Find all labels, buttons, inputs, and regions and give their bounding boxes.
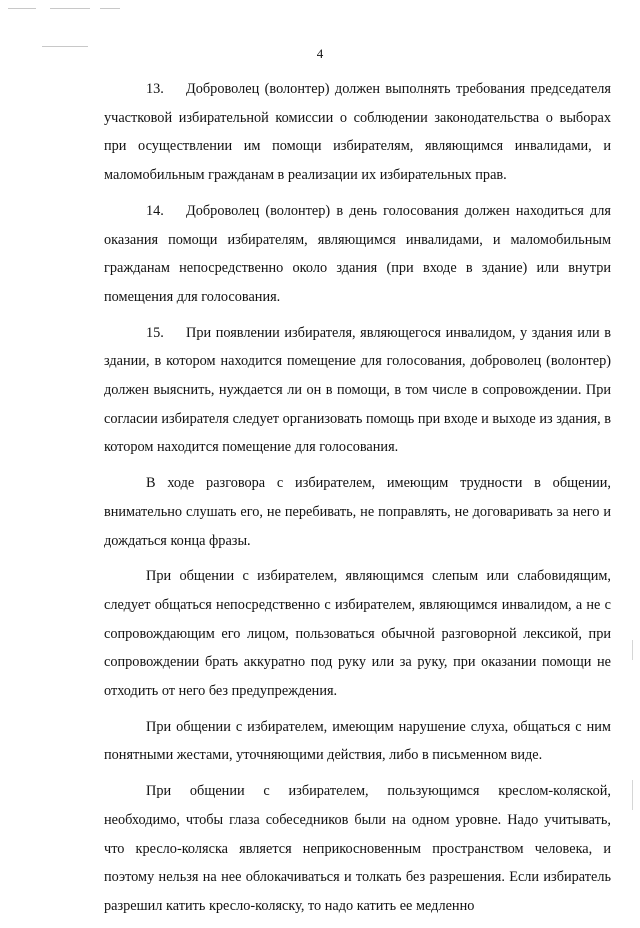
scan-artifact	[632, 780, 633, 810]
paragraph-wheelchair-users	[104, 777, 611, 921]
paragraph-13	[104, 75, 611, 190]
paragraph-number: 13.	[146, 81, 164, 97]
paragraph-text: При появлении избирателя, являющегося инвалидом, у здания или в здании, в котором находится помещение для голосования, доброволец (волонтер) должен выяснить, нуждается ли он в помощи, в том числе в сопровождении. При согласии избирателя следует организовать помощь при входе и выходе из здания, в котором находится помещение для голосования.	[104, 324, 611, 456]
paragraph-15	[104, 319, 611, 463]
scan-artifact	[100, 8, 120, 9]
paragraph-text: При общении с избирателем, имеющим нарушение слуха, общаться с ним понятными жестами, уточняющими действия, либо в письменном виде.	[104, 718, 611, 764]
scan-artifact	[50, 8, 90, 9]
paragraph-number: 14.	[146, 202, 164, 219]
paragraph-text: В ходе разговора с избирателем, имеющим трудности в общении, внимательно слушать его, не перебивать, не поправлять, не договаривать за него и дождаться конца фразы.	[104, 475, 611, 549]
paragraph-text: Доброволец (волонтер) должен выполнять требования председателя участковой избирательной комиссии о соблюдении законодательства о выборах при осуществлении им помощи избирателям, являющимся инвалидами, и маломобильным гражданам в реализации их избирательных прав.	[104, 81, 611, 184]
paragraph-hearing-impaired	[104, 713, 611, 770]
scan-artifact	[632, 640, 633, 660]
paragraph-text: При общении с избирателем, являющимся слепым или слабовидящим, следует общаться непосредственно с избирателем, являющимся инвалидом, а не с сопровождающим его лицом, пользоваться обычной разговорной лексикой, при сопровождении брать аккуратно под руку или за руку, при оказании помощи не отходить от него без предупреждения.	[104, 568, 611, 700]
paragraph-14	[104, 197, 611, 312]
scan-artifact	[8, 8, 36, 9]
paragraph-communication-difficulties	[104, 469, 611, 555]
document-body	[104, 75, 611, 928]
paragraph-blind-voters	[104, 562, 611, 706]
paragraph-number: 15.	[146, 324, 164, 341]
paragraph-text: При общении с избирателем, пользующимся креслом-коляской, необходимо, чтобы глаза собеседников были на одном уровне. Надо учитывать, что кресло-коляска является неприкосновенным пространством человека, и поэтому нельзя на нее облокачиваться и толкать без разрешения. Если избиратель разрешил катить кресло-коляску, то надо катить ее медленно	[104, 783, 611, 914]
paragraph-text: Доброволец (волонтер) в день голосования должен находиться для оказания помощи избирателям, являющимся инвалидами, и маломобильным гражданам непосредственно около здания (при входе в здание) или внутри помещения для голосования.	[104, 202, 611, 305]
page-number: 4	[316, 46, 324, 61]
